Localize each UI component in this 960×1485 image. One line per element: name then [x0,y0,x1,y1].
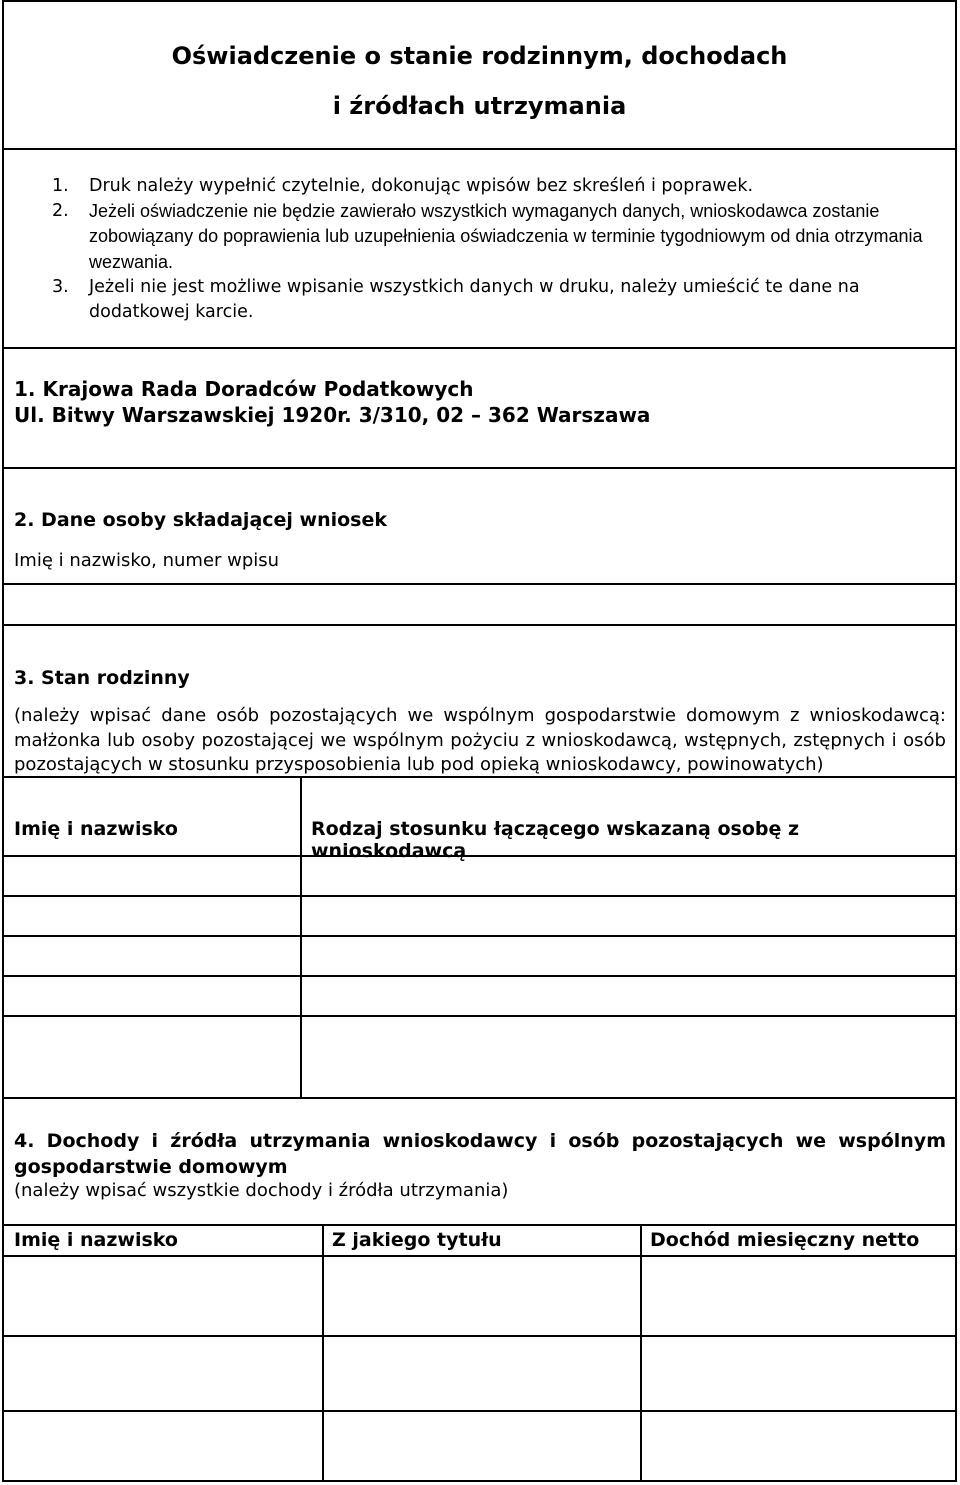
table-border [4,1224,955,1226]
instruction-text: Jeżeli nie jest możliwe wpisanie wszystkich danych w druku, należy umieścić te dane na dodatkowej karcie. [89,277,860,322]
income-table-header-name: Imię i nazwisko [14,1229,178,1251]
divider [4,624,955,626]
family-table-row[interactable] [4,857,955,895]
family-table-row[interactable] [4,897,955,935]
recipient-name: 1. Krajowa Rada Doradców Podatkowych [14,377,474,401]
divider [4,347,955,349]
divider [4,467,955,469]
family-table-row[interactable] [4,937,955,975]
income-table-row[interactable] [4,1257,955,1334]
recipient-address: Ul. Bitwy Warszawskiej 1920r. 3/310, 02 – 362 Warszawa [14,403,651,427]
table-border [4,776,955,778]
instruction-number: 2. [52,200,69,221]
instruction-number: 3. [52,277,69,297]
instruction-item [52,199,932,276]
instruction-text: Jeżeli oświadczenie nie będzie zawierało wszystkich wymaganych danych, wnioskodawca zostanie zobowiązany do poprawienia lub uzupełnienia oświadczenia w terminie tygodniowym od dnia otrzymania wezwania. [89,200,923,272]
form-title-line2: i źródłach utrzymania [332,92,627,120]
declaration-form [2,0,957,1482]
instructions-list [52,174,932,324]
instruction-item [52,275,932,324]
table-border [4,1410,955,1412]
family-section-heading: 3. Stan rodzinny [14,667,190,689]
income-table-row[interactable] [4,1337,955,1410]
family-table-header-relation: Rodzaj stosunku łączącego wskazaną osobę z wnioskodawcą [311,818,800,862]
family-table-row[interactable] [4,1017,955,1097]
form-title-line1: Oświadczenie o stanie rodzinnym, dochodach [171,42,788,70]
instruction-text: Druk należy wypełnić czytelnie, dokonując wpisów bez skreśleń i poprawek. [89,176,754,196]
instruction-item [52,174,932,199]
family-table-header-name: Imię i nazwisko [14,818,178,840]
income-section-note: (należy wpisać wszystkie dochody i źródła utrzymania) [14,1180,509,1201]
income-table-header-source: Z jakiego tytułu [332,1229,502,1251]
applicant-field-input[interactable] [4,585,955,623]
divider [4,148,955,150]
income-table-header-amount: Dochód miesięczny netto [650,1229,920,1251]
table-border [4,1097,955,1099]
instruction-number: 1. [52,176,69,196]
applicant-field-label: Imię i nazwisko, numer wpisu [14,550,280,571]
family-section-note: (należy wpisać dane osób pozostających we wspólnym gospodarstwie domowym z wnioskodawcą: małżonka lub osoby pozostającej we wspólnym pożyciu z wnioskodawcą, wstępnych, zstępnych i osób pozostających w stosunku przysposobienia lub pod opieką wnioskodawcy, powinowatych) [14,705,946,775]
income-section-heading: 4. Dochody i źródła utrzymania wnioskodawcy i osób pozostających we wspólnym gospodarstwie domowym [14,1130,946,1178]
family-table-row[interactable] [4,977,955,1015]
applicant-section-heading: 2. Dane osoby składającej wniosek [14,509,388,531]
